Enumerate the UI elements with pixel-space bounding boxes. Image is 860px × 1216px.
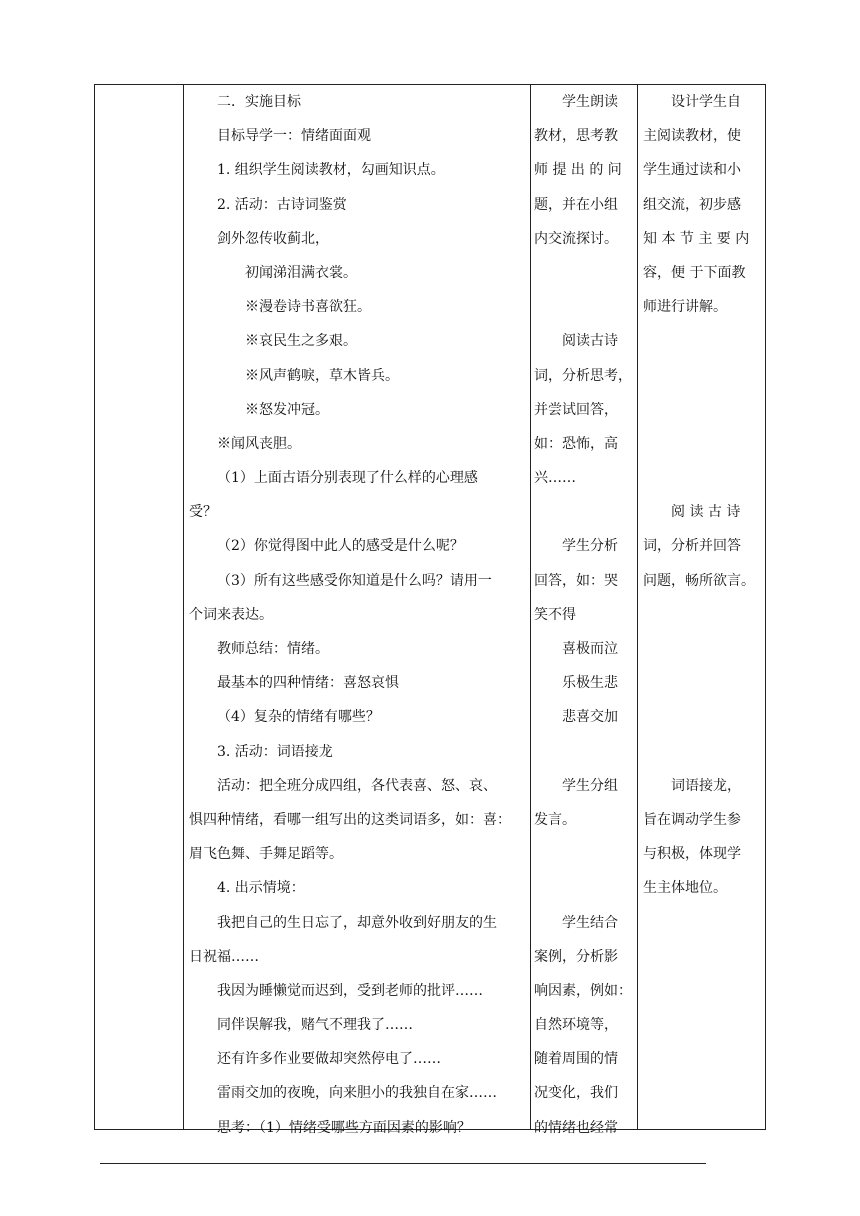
blank-line	[643, 324, 767, 358]
text-line: 笑不得	[534, 606, 576, 623]
text-line: 思考：（1）情绪受哪些方面因素的影响？	[217, 1119, 471, 1136]
blank-line	[643, 735, 767, 769]
blank-line	[643, 632, 767, 666]
text-line: 教材，思考教	[534, 128, 618, 145]
text-line: 日祝福……	[189, 948, 259, 965]
text-line: ※风声鹤唳，草木皆兵。	[245, 367, 399, 384]
text-line: 响因素，例如：	[534, 982, 632, 999]
text-line: （3）所有这些感受你知道是什么吗？请用一	[217, 572, 492, 589]
text-line: 师进行讲解。	[643, 299, 727, 316]
blank-line	[643, 359, 767, 393]
text-line: （2）你觉得图中此人的感受是什么呢？	[217, 538, 464, 555]
text-line: 词，分析并回答	[643, 538, 741, 555]
text-line: 个词来表达。	[189, 606, 273, 623]
text-line: 词语接龙，	[643, 777, 741, 794]
blank-line	[643, 666, 767, 700]
text-line: 发言。	[534, 811, 576, 828]
text-line: 学生朗读	[534, 94, 618, 110]
text-line: 同伴误解我，赌气不理我了……	[217, 1017, 413, 1034]
blank-line	[643, 461, 767, 495]
blank-line	[534, 735, 637, 769]
text-line: 目标导学一：情绪面面观	[217, 128, 371, 145]
text-line: 随着周围的情	[534, 1051, 618, 1068]
text-line: 回答，如：哭	[534, 572, 618, 589]
blank-line	[534, 256, 637, 290]
text-line: ※怒发冲冠。	[245, 401, 329, 418]
text-line: 惧四种情绪，看哪一组写出的这类词语多，如：喜：	[189, 811, 511, 828]
text-line: 组交流，初步感	[643, 196, 741, 213]
text-line: 3. 活动：词语接龙	[217, 743, 333, 760]
blank-line	[534, 837, 637, 871]
student-activity-column	[530, 85, 637, 1145]
text-line: 阅 读 古 诗	[643, 504, 741, 521]
text-line: 知 本 节 主 要 内	[643, 230, 750, 247]
text-line: 师 提 出 的 问	[534, 162, 622, 179]
text-line: 我因为睡懒觉而迟到，受到老师的批评……	[217, 982, 483, 999]
teacher-activity-column	[183, 85, 530, 1145]
text-line: 并尝试回答，	[534, 401, 618, 418]
text-line: 的情绪也经常	[534, 1119, 618, 1136]
text-line: （1）上面古语分别表现了什么样的心理感	[217, 470, 478, 487]
text-line: 题，并在小组	[534, 196, 618, 213]
text-line: 内交流探讨。	[534, 230, 618, 247]
text-line: 我把自己的生日忘了，却意外收到好朋友的生	[217, 914, 497, 931]
blank-line	[643, 427, 767, 461]
text-line: 案例，分析影	[534, 948, 618, 965]
text-line: 阅读古诗	[534, 333, 618, 350]
text-line: 喜极而泣	[534, 641, 618, 657]
text-line: 学生结合	[534, 914, 618, 931]
text-line: 剑外忽传收蓟北，	[217, 230, 329, 247]
text-line: 受？	[189, 504, 217, 521]
design-intent-column	[637, 85, 767, 906]
text-line: 最基本的四种情绪：喜怒哀惧	[217, 675, 399, 692]
text-line: 二．实施目标	[217, 94, 301, 110]
text-line: 雷雨交加的夜晚，向来胆小的我独自在家……	[217, 1085, 497, 1102]
text-line: 活动：把全班分成四组，各代表喜、怒、哀、	[217, 777, 497, 794]
footer-rule	[100, 1163, 706, 1164]
text-line: 1. 组织学生阅读教材，勾画知识点。	[217, 162, 445, 179]
text-line: 设计学生自	[643, 94, 741, 110]
text-line: 旨在调动学生参	[643, 811, 741, 828]
text-line: 如：恐怖，高	[534, 435, 618, 452]
text-line: 学生分组	[534, 777, 618, 794]
text-line: 眉飞色舞、手舞足蹈等。	[189, 846, 343, 863]
text-line: 况变化，我们	[534, 1085, 618, 1102]
blank-line	[534, 290, 637, 324]
text-line: ※闻风丧胆。	[217, 435, 301, 452]
text-line: 乐极生悲	[534, 675, 618, 692]
text-line: 生主体地位。	[643, 880, 727, 897]
text-line: ※哀民生之多艰。	[245, 333, 357, 350]
text-line: 与积极，体现学	[643, 846, 741, 863]
blank-line	[534, 871, 637, 905]
text-line: 主阅读教材，使	[643, 128, 741, 145]
text-line: 2. 活动：古诗词鉴赏	[217, 196, 347, 213]
text-line: 容，便 于下面教	[643, 264, 746, 281]
blank-line	[643, 393, 767, 427]
text-line: 教师总结：情绪。	[217, 641, 329, 657]
text-line: 问题，畅所欲言。	[643, 572, 755, 589]
text-line: 4. 出示情境：	[217, 880, 305, 897]
text-line: 兴……	[534, 470, 576, 487]
text-line: （4）复杂的情绪有哪些？	[217, 709, 380, 726]
text-line: 初闻涕泪满衣裳。	[245, 264, 357, 281]
blank-line	[643, 598, 767, 632]
blank-line	[643, 700, 767, 734]
text-line: ※漫卷诗书喜欲狂。	[245, 299, 371, 316]
text-line: 还有许多作业要做却突然停电了……	[217, 1051, 441, 1068]
text-line: 词，分析思考，	[534, 367, 632, 384]
text-line: 学生通过读和小	[643, 162, 741, 179]
text-line: 悲喜交加	[534, 709, 618, 726]
blank-line	[534, 495, 637, 529]
text-line: 学生分析	[534, 538, 618, 555]
lesson-table	[94, 84, 766, 1136]
text-line: 自然环境等，	[534, 1017, 618, 1034]
